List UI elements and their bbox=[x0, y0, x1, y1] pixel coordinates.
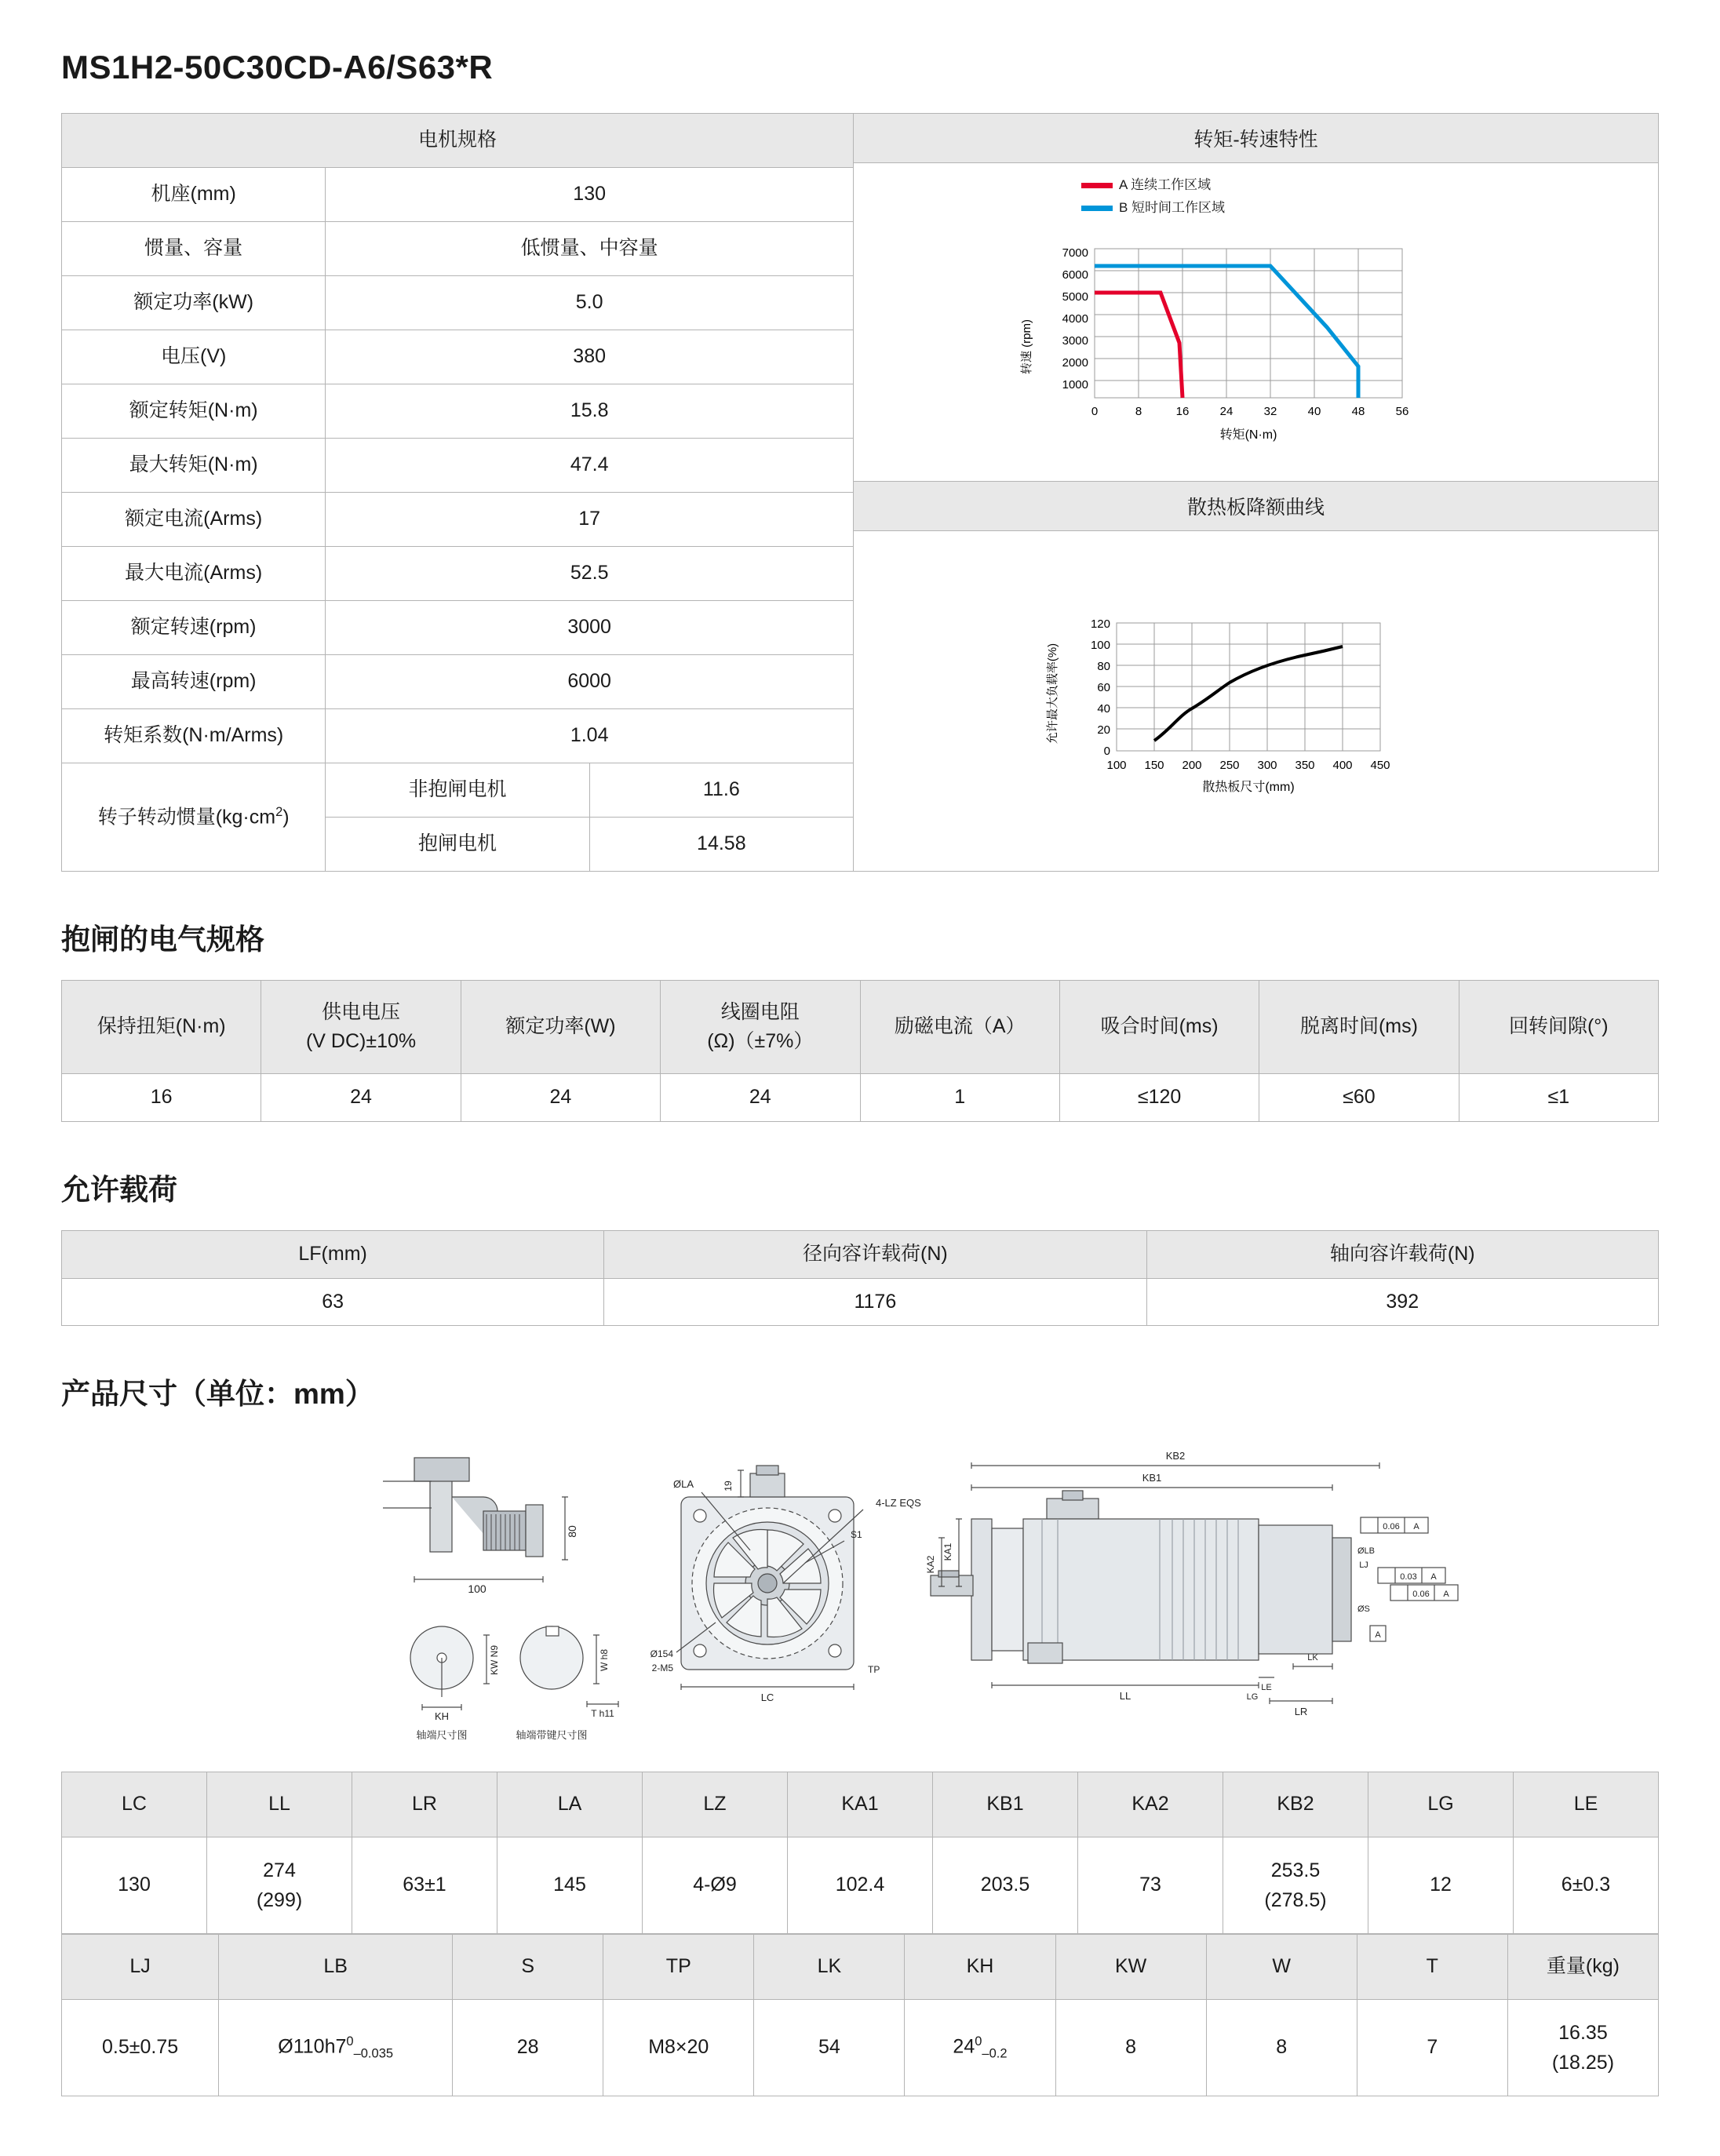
svg-text:4-LZ EQS: 4-LZ EQS bbox=[876, 1497, 921, 1510]
page-title: MS1H2-50C30CD-A6/S63*R bbox=[61, 49, 494, 86]
dim1-value-2: 63±1 bbox=[352, 1837, 497, 1934]
kh-sup: 0 bbox=[975, 2034, 982, 2049]
dim2-value-8: 7 bbox=[1357, 2000, 1507, 2096]
specification-section bbox=[61, 113, 1659, 872]
svg-text:350: 350 bbox=[1294, 758, 1315, 772]
dimensions-section-title: 产品尺寸（单位：mm） bbox=[61, 1378, 374, 1411]
svg-text:LR: LR bbox=[1294, 1706, 1308, 1718]
motor-spec-table bbox=[61, 113, 854, 872]
brake-header-1 bbox=[261, 981, 461, 1074]
lb-sup: 0 bbox=[346, 2034, 354, 2049]
svg-text:LJ: LJ bbox=[1359, 1561, 1368, 1571]
spec-value: 低惯量、中容量 bbox=[326, 222, 854, 276]
spec-label: 额定转矩(N·m) bbox=[62, 384, 326, 439]
dim2-value-1 bbox=[219, 2000, 453, 2096]
dim2-value-7: 8 bbox=[1206, 2000, 1357, 2096]
dim2-header-7: W bbox=[1206, 1935, 1357, 2000]
load-header-0: LF(mm) bbox=[62, 1230, 604, 1278]
table-row bbox=[62, 330, 854, 384]
dim1-header-5: KA1 bbox=[788, 1772, 933, 1837]
table-row bbox=[62, 439, 854, 493]
brake-value-4: 1 bbox=[860, 1074, 1059, 1122]
spec-label: 最大电流(Arms) bbox=[62, 547, 326, 601]
dim2-header-3: TP bbox=[603, 1935, 754, 2000]
svg-text:1000: 1000 bbox=[1062, 377, 1088, 392]
legend-label-a: A 连续工作区域 bbox=[1119, 177, 1212, 192]
inertia-label-tail: ) bbox=[282, 806, 290, 829]
svg-text:A: A bbox=[1443, 1590, 1449, 1600]
kh-sub: –0.2 bbox=[982, 2046, 1008, 2061]
svg-text:6000: 6000 bbox=[1062, 268, 1088, 282]
dim1-value-6: 203.5 bbox=[933, 1837, 1078, 1934]
svg-text:A: A bbox=[1413, 1522, 1419, 1532]
spec-value: 47.4 bbox=[326, 439, 854, 493]
brake-value-7: ≤1 bbox=[1459, 1074, 1658, 1122]
brake-value-1: 24 bbox=[261, 1074, 461, 1122]
load-value-2: 392 bbox=[1146, 1278, 1659, 1326]
svg-text:4000: 4000 bbox=[1062, 311, 1088, 326]
load-header-2: 轴向容许载荷(N) bbox=[1146, 1230, 1659, 1278]
svg-text:2000: 2000 bbox=[1062, 355, 1088, 370]
dim2-value-0: 0.5±0.75 bbox=[62, 2000, 219, 2096]
svg-text:0.06: 0.06 bbox=[1383, 1522, 1400, 1532]
brake-header-line1: 吸合时间(ms) bbox=[1100, 1015, 1219, 1038]
table-row bbox=[62, 1278, 1659, 1326]
spec-label: 最高转速(rpm) bbox=[62, 655, 326, 709]
derating-curve-chart bbox=[1013, 584, 1500, 819]
dim2-value-9: 16.35 (18.25) bbox=[1507, 2000, 1658, 2096]
svg-text:40: 40 bbox=[1307, 404, 1321, 418]
brake-header-line1: 保持扭矩(N·m) bbox=[97, 1015, 226, 1038]
inertia-sub-value: 11.6 bbox=[589, 763, 853, 818]
lb-sub: –0.035 bbox=[353, 2046, 394, 2061]
svg-text:32: 32 bbox=[1263, 404, 1277, 418]
inertia-sub-label: 抱闸电机 bbox=[326, 818, 589, 872]
brake-header-line1: 脱离时间(ms) bbox=[1299, 1015, 1418, 1038]
spec-label: 电压(V) bbox=[62, 330, 326, 384]
dim1-header-3: LA bbox=[497, 1772, 643, 1837]
brake-value-0: 16 bbox=[62, 1074, 261, 1122]
inertia-label-sup: 2 bbox=[275, 804, 283, 819]
svg-text:5000: 5000 bbox=[1062, 290, 1088, 304]
dim2-header-2: S bbox=[453, 1935, 603, 2000]
dim1-header-4: LZ bbox=[643, 1772, 788, 1837]
brake-value-6: ≤60 bbox=[1259, 1074, 1459, 1122]
svg-text:ØS: ØS bbox=[1357, 1604, 1370, 1615]
svg-text:7000: 7000 bbox=[1062, 246, 1088, 260]
svg-text:20: 20 bbox=[1096, 723, 1110, 737]
table-header-row bbox=[62, 981, 1659, 1074]
torque-speed-chart-box bbox=[854, 113, 1659, 482]
svg-text:允许最大负载率(%): 允许最大负载率(%) bbox=[1045, 643, 1059, 744]
torque-speed-chart bbox=[1013, 217, 1500, 476]
dim2-header-0: LJ bbox=[62, 1935, 219, 2000]
table-row bbox=[62, 1074, 1659, 1122]
spec-label: 额定转速(rpm) bbox=[62, 601, 326, 655]
dim2-header-9: 重量(kg) bbox=[1507, 1935, 1658, 2000]
kh-base: 24 bbox=[953, 2035, 975, 2058]
dim1-value-7: 73 bbox=[1078, 1837, 1223, 1934]
brake-value-5: ≤120 bbox=[1059, 1074, 1259, 1122]
product-dimension-drawing bbox=[61, 1434, 1659, 1772]
svg-text:0.03: 0.03 bbox=[1400, 1572, 1417, 1582]
brake-header-7 bbox=[1459, 981, 1658, 1074]
svg-text:T h11: T h11 bbox=[591, 1708, 614, 1720]
brake-header-line1: 回转间隙(°) bbox=[1508, 1015, 1609, 1038]
spec-label: 转矩系数(N·m/Arms) bbox=[62, 709, 326, 763]
table-row bbox=[62, 493, 854, 547]
brake-header-2 bbox=[461, 981, 660, 1074]
svg-text:150: 150 bbox=[1143, 758, 1164, 772]
svg-text:2-M5: 2-M5 bbox=[651, 1663, 673, 1674]
inertia-label-main: 转子转动惯量(kg·cm bbox=[97, 806, 276, 829]
svg-text:A: A bbox=[1375, 1630, 1381, 1641]
brake-value-2: 24 bbox=[461, 1074, 660, 1122]
dim1-value-8: 253.5 (278.5) bbox=[1223, 1837, 1368, 1934]
svg-text:KB1: KB1 bbox=[1142, 1472, 1162, 1484]
brake-header-line1: 额定功率(W) bbox=[505, 1015, 616, 1038]
dim1-header-1: LL bbox=[207, 1772, 352, 1837]
spec-label: 最大转矩(N·m) bbox=[62, 439, 326, 493]
spec-label: 额定功率(kW) bbox=[62, 276, 326, 330]
inertia-sub-value: 14.58 bbox=[589, 818, 853, 872]
table-row bbox=[62, 384, 854, 439]
brake-value-3: 24 bbox=[661, 1074, 860, 1122]
svg-text:KA2: KA2 bbox=[925, 1555, 936, 1574]
derating-chart-header: 散热板降额曲线 bbox=[854, 482, 1658, 531]
svg-text:60: 60 bbox=[1096, 680, 1110, 694]
svg-text:LK: LK bbox=[1307, 1653, 1318, 1663]
dim1-value-4: 4-Ø9 bbox=[643, 1837, 788, 1934]
torque-chart-header: 转矩-转速特性 bbox=[854, 114, 1658, 163]
brake-header-6 bbox=[1259, 981, 1459, 1074]
table-header-row bbox=[62, 1772, 1659, 1837]
spec-value: 130 bbox=[326, 168, 854, 222]
brake-header-line1: 线圈电阻 bbox=[720, 1000, 800, 1023]
torque-chart-legend bbox=[1081, 174, 1225, 220]
svg-text:200: 200 bbox=[1181, 758, 1202, 772]
spec-value: 5.0 bbox=[326, 276, 854, 330]
table-header-row bbox=[62, 1935, 1659, 2000]
svg-text:散热板尺寸(mm): 散热板尺寸(mm) bbox=[1201, 780, 1295, 794]
svg-text:转速 (rpm): 转速 (rpm) bbox=[1019, 319, 1033, 374]
dim2-value-3: M8×20 bbox=[603, 2000, 754, 2096]
dim1-value-10: 6±0.3 bbox=[1514, 1837, 1659, 1934]
svg-text:80: 80 bbox=[566, 1525, 578, 1539]
svg-text:A: A bbox=[1430, 1572, 1437, 1582]
dim1-header-2: LR bbox=[352, 1772, 497, 1837]
brake-spec-table bbox=[61, 980, 1659, 1122]
svg-text:轴端带键尺寸图: 轴端带键尺寸图 bbox=[516, 1729, 588, 1742]
dim1-header-7: KA2 bbox=[1078, 1772, 1223, 1837]
torque-chart-body bbox=[854, 163, 1658, 481]
table-row bbox=[62, 1837, 1659, 1934]
dim2-value-2: 28 bbox=[453, 2000, 603, 2096]
svg-text:120: 120 bbox=[1090, 617, 1110, 631]
svg-text:0: 0 bbox=[1103, 744, 1110, 758]
table-header-row bbox=[62, 1230, 1659, 1278]
svg-text:0: 0 bbox=[1091, 404, 1098, 418]
brake-header-5 bbox=[1059, 981, 1259, 1074]
dim2-header-5: KH bbox=[905, 1935, 1055, 2000]
svg-text:8: 8 bbox=[1135, 404, 1142, 418]
dim2-header-1: LB bbox=[219, 1935, 453, 2000]
derating-chart-body bbox=[854, 531, 1658, 871]
svg-text:400: 400 bbox=[1332, 758, 1353, 772]
spec-label: 惯量、容量 bbox=[62, 222, 326, 276]
svg-text:LG: LG bbox=[1246, 1692, 1259, 1703]
table-row bbox=[62, 168, 854, 222]
svg-text:KB2: KB2 bbox=[1165, 1450, 1186, 1462]
dimension-table-2 bbox=[61, 1934, 1659, 2096]
svg-text:KA1: KA1 bbox=[942, 1542, 953, 1561]
svg-text:TP: TP bbox=[868, 1664, 880, 1676]
spec-value: 6000 bbox=[326, 655, 854, 709]
brake-header-3 bbox=[661, 981, 860, 1074]
svg-text:100: 100 bbox=[1106, 758, 1127, 772]
spec-value: 1.04 bbox=[326, 709, 854, 763]
svg-text:300: 300 bbox=[1256, 758, 1277, 772]
dim2-value-4: 54 bbox=[754, 2000, 905, 2096]
svg-text:80: 80 bbox=[1096, 659, 1110, 673]
spec-value: 17 bbox=[326, 493, 854, 547]
load-header-1: 径向容许载荷(N) bbox=[604, 1230, 1146, 1278]
dim1-value-9: 12 bbox=[1368, 1837, 1514, 1934]
dim1-header-10: LE bbox=[1514, 1772, 1659, 1837]
dim1-header-6: KB1 bbox=[933, 1772, 1078, 1837]
brake-header-line1: 供电电压 bbox=[322, 1000, 401, 1023]
brake-header-line2: (Ω)（±7%） bbox=[707, 1030, 814, 1052]
dim2-header-8: T bbox=[1357, 1935, 1507, 2000]
dim1-value-0: 130 bbox=[62, 1837, 207, 1934]
svg-text:ØLA: ØLA bbox=[672, 1478, 694, 1491]
dim1-value-5: 102.4 bbox=[788, 1837, 933, 1934]
dim1-value-3: 145 bbox=[497, 1837, 643, 1934]
table-row bbox=[62, 601, 854, 655]
brake-header-4 bbox=[860, 981, 1059, 1074]
brake-header-line1: 励磁电流（A） bbox=[894, 1015, 1026, 1038]
spec-label-inertia bbox=[62, 763, 326, 872]
svg-text:KW N9: KW N9 bbox=[489, 1645, 500, 1676]
dim1-header-8: KB2 bbox=[1223, 1772, 1368, 1837]
svg-text:KH: KH bbox=[434, 1710, 450, 1723]
svg-text:0.06: 0.06 bbox=[1412, 1590, 1430, 1600]
spec-table-header: 电机规格 bbox=[62, 114, 854, 168]
svg-text:3000: 3000 bbox=[1062, 333, 1088, 348]
brake-section-title: 抱闸的电气规格 bbox=[61, 923, 264, 956]
spec-value: 15.8 bbox=[326, 384, 854, 439]
dim2-header-6: KW bbox=[1055, 1935, 1206, 2000]
table-row bbox=[62, 222, 854, 276]
load-value-0: 63 bbox=[62, 1278, 604, 1326]
spec-value: 52.5 bbox=[326, 547, 854, 601]
svg-text:ØLB: ØLB bbox=[1357, 1546, 1376, 1557]
dim1-value-1: 274 (299) bbox=[207, 1837, 352, 1934]
table-row bbox=[62, 547, 854, 601]
load-section-title: 允许载荷 bbox=[61, 1173, 177, 1206]
table-row bbox=[62, 709, 854, 763]
inertia-sub-label: 非抱闸电机 bbox=[326, 763, 589, 818]
table-row bbox=[62, 276, 854, 330]
dim1-header-0: LC bbox=[62, 1772, 207, 1837]
svg-text:250: 250 bbox=[1219, 758, 1240, 772]
svg-text:LC: LC bbox=[760, 1692, 774, 1704]
lb-base: Ø110h7 bbox=[278, 2035, 347, 2058]
svg-text:轴端尺寸图: 轴端尺寸图 bbox=[416, 1729, 468, 1742]
svg-text:W h8: W h8 bbox=[599, 1649, 610, 1672]
dimension-drawing-svg bbox=[61, 1434, 1659, 1764]
svg-text:100: 100 bbox=[1090, 638, 1110, 652]
svg-text:48: 48 bbox=[1351, 404, 1365, 418]
svg-text:转矩(N·m): 转矩(N·m) bbox=[1219, 428, 1277, 442]
spec-value: 3000 bbox=[326, 601, 854, 655]
svg-text:56: 56 bbox=[1395, 404, 1408, 418]
table-row bbox=[62, 655, 854, 709]
svg-text:100: 100 bbox=[468, 1582, 486, 1596]
spec-label: 额定电流(Arms) bbox=[62, 493, 326, 547]
spec-label: 机座(mm) bbox=[62, 168, 326, 222]
table-row bbox=[62, 2000, 1659, 2096]
legend-label-b: B 短时间工作区域 bbox=[1119, 199, 1226, 215]
svg-text:LL: LL bbox=[1119, 1690, 1131, 1703]
svg-text:40: 40 bbox=[1096, 701, 1110, 716]
dim2-value-5 bbox=[905, 2000, 1055, 2096]
svg-text:19: 19 bbox=[723, 1480, 734, 1491]
svg-text:S1: S1 bbox=[851, 1529, 862, 1541]
legend-item-b bbox=[1081, 197, 1225, 220]
dimension-table-1 bbox=[61, 1772, 1659, 1934]
allowable-load-table bbox=[61, 1230, 1659, 1327]
spec-value: 380 bbox=[326, 330, 854, 384]
legend-item-a bbox=[1081, 174, 1225, 197]
svg-text:Ø154: Ø154 bbox=[650, 1648, 673, 1660]
dim2-value-6: 8 bbox=[1055, 2000, 1206, 2096]
dim2-header-4: LK bbox=[754, 1935, 905, 2000]
svg-text:16: 16 bbox=[1175, 404, 1189, 418]
svg-text:24: 24 bbox=[1219, 404, 1233, 418]
brake-header-line2: (V DC)±10% bbox=[305, 1030, 417, 1052]
svg-text:450: 450 bbox=[1369, 758, 1390, 772]
derating-chart-box bbox=[854, 482, 1659, 872]
brake-header-0 bbox=[62, 981, 261, 1074]
load-value-1: 1176 bbox=[604, 1278, 1146, 1326]
table-row bbox=[62, 763, 854, 818]
dim1-header-9: LG bbox=[1368, 1772, 1514, 1837]
svg-text:LE: LE bbox=[1261, 1683, 1272, 1693]
